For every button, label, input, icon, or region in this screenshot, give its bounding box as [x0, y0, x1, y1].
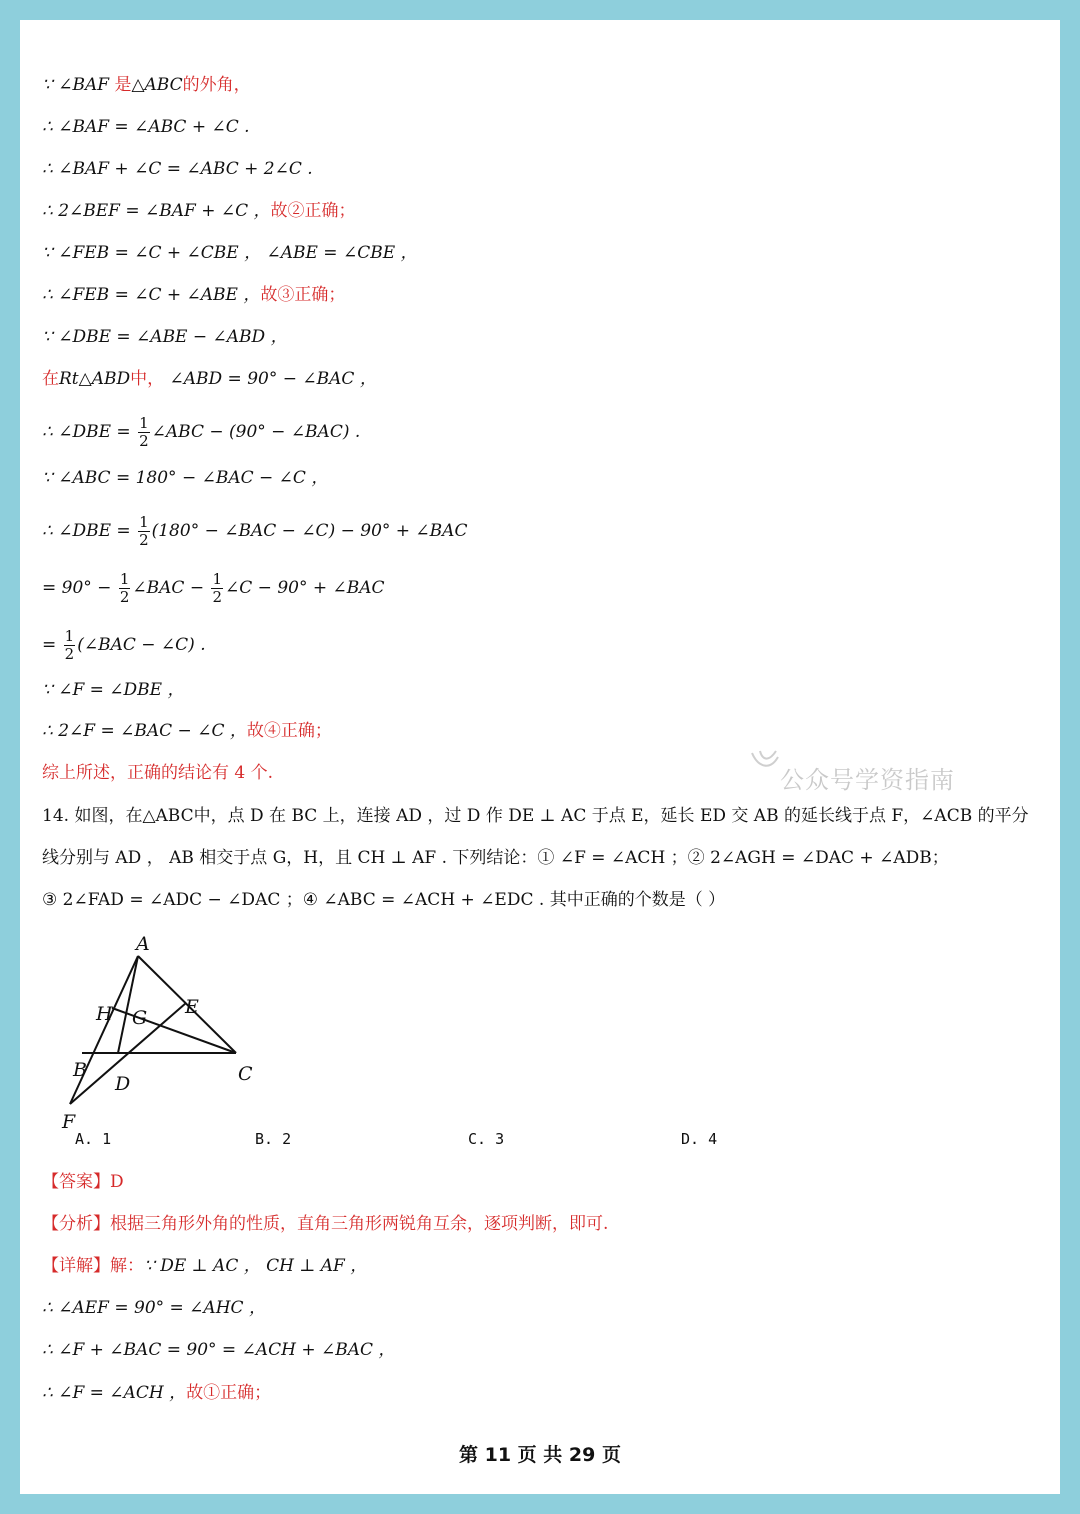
- math-text: ∴ ∠DBE =: [42, 521, 137, 541]
- answer-note: 故③正确；: [260, 285, 346, 305]
- answer-note: 中，: [130, 369, 165, 389]
- fraction-denominator: 2: [139, 531, 149, 549]
- math-text: ∴ 2∠F = ∠BAC − ∠C ，: [42, 721, 247, 741]
- text-line: [42, 74, 251, 96]
- math-text: = 90° −: [42, 578, 117, 598]
- text-line: [42, 284, 345, 306]
- label-f: F: [62, 1111, 76, 1128]
- fraction-numerator: 1: [139, 513, 149, 531]
- text-line: [42, 467, 328, 489]
- text-line: [42, 847, 949, 869]
- document-page: [20, 20, 1060, 1494]
- answer-note: 【分析】根据三角形外角的性质，直角三角形两锐角互余，逐项判断，即可.: [42, 1214, 609, 1234]
- fraction-numerator: 1: [119, 570, 130, 588]
- math-text: ∵ ∠F = ∠DBE ，: [42, 680, 185, 700]
- fraction-denominator: 2: [212, 588, 223, 606]
- text-line: [42, 116, 250, 138]
- math-text: ∵ ∠BAF: [42, 75, 115, 95]
- math-text: (180° − ∠BAC − ∠C) − 90° + ∠BAC: [151, 521, 468, 541]
- math-text: ∴ ∠FEB = ∠C + ∠ABE ，: [42, 285, 261, 305]
- fraction-numerator: 1: [139, 414, 149, 432]
- text-line: [42, 1213, 608, 1235]
- text-line: [42, 415, 360, 450]
- answer-note: 故①正确；: [186, 1383, 272, 1403]
- answer-note: 故④正确；: [246, 721, 332, 741]
- math-text: ∴ ∠BAF + ∠C = ∠ABC + 2∠C .: [42, 159, 313, 179]
- math-text: 14. 如图，在△ABC中，点 D 在 BC 上，连接 AD ，过 D 作 DE ⊥ AC 于点 E，延长 ED 交 AB 的延长线于点 F，∠ACB 的平分: [42, 806, 1029, 826]
- math-text: ∴ ∠BAF = ∠ABC + ∠C .: [42, 117, 250, 137]
- label-a: A: [136, 933, 150, 955]
- math-text: ∵ DE ⊥ AC ， CH ⊥ AF ，: [144, 1256, 368, 1276]
- math-text: 线分别与 AD ， AB 相交于点 G，H，且 CH ⊥ AF . 下列结论：① ∠F = ∠ACH ；② 2∠AGH = ∠DAC + ∠ADB；: [42, 848, 949, 868]
- label-e: E: [185, 996, 199, 1018]
- fraction: [138, 514, 150, 549]
- math-text: ∵ ∠ABC = 180° − ∠BAC − ∠C ，: [42, 468, 329, 488]
- choice-option: A. 1: [75, 1130, 112, 1148]
- text-line: [42, 242, 418, 264]
- label-d: D: [115, 1073, 131, 1095]
- watermark: 公众号学资指南: [780, 766, 955, 794]
- text-line: [42, 1297, 266, 1319]
- text-line: [42, 158, 313, 180]
- math-text: ∴ ∠DBE =: [42, 422, 137, 442]
- text-line: [42, 1171, 124, 1193]
- answer-note: 综上所述，正确的结论有 4 个.: [42, 763, 274, 783]
- math-text: ∠ABC − (90° − ∠BAC) .: [151, 422, 361, 442]
- answer-note: 在: [42, 369, 59, 389]
- math-text: ∠C − 90° + ∠BAC: [225, 578, 385, 598]
- leaf-icon: [748, 747, 782, 777]
- math-text: ③ 2∠FAD = ∠ADC − ∠DAC ；④ ∠ABC = ∠ACH + ∠EDC . 其中正确的个数是（ ）: [42, 890, 726, 910]
- text-line: [42, 628, 206, 663]
- math-text: ∴ ∠F = ∠ACH ，: [42, 1383, 187, 1403]
- text-line: [42, 720, 332, 742]
- label-c: C: [238, 1063, 253, 1085]
- text-line: [42, 805, 1029, 827]
- text-line: [42, 1255, 367, 1277]
- answer-note: 的外角，: [182, 75, 251, 95]
- text-line: [42, 368, 377, 390]
- fraction: [138, 415, 150, 450]
- choice-option: D. 4: [681, 1130, 718, 1148]
- math-text: ∠ABD = 90° − ∠BAC ，: [164, 369, 377, 389]
- fraction-denominator: 2: [119, 588, 130, 606]
- fraction-numerator: 1: [212, 570, 223, 588]
- fraction: [211, 571, 223, 606]
- math-text: ∵ ∠DBE = ∠ABE − ∠ABD ，: [42, 327, 288, 347]
- text-line: [42, 326, 288, 348]
- text-line: [42, 200, 356, 222]
- fraction-numerator: 1: [64, 627, 75, 645]
- math-text: Rt△ABD: [59, 369, 131, 389]
- math-text: =: [42, 635, 62, 655]
- text-line: [42, 679, 185, 701]
- math-text: ∴ 2∠BEF = ∠BAF + ∠C ，: [42, 201, 271, 221]
- math-text: ∠BAC −: [132, 578, 210, 598]
- fraction: [119, 571, 131, 606]
- choice-option: C. 3: [468, 1130, 505, 1148]
- answer-note: 故②正确；: [270, 201, 356, 221]
- text-line: [42, 762, 273, 784]
- text-line: [42, 889, 725, 911]
- label-g: G: [132, 1007, 148, 1029]
- answer-note: 【详解】解：: [42, 1256, 144, 1276]
- text-line: [42, 1339, 395, 1361]
- answer-note: 是: [114, 75, 132, 95]
- fraction-denominator: 2: [139, 432, 149, 450]
- math-text: ∵ ∠FEB = ∠C + ∠CBE ， ∠ABE = ∠CBE ，: [42, 243, 418, 263]
- segment-ad: [118, 956, 138, 1053]
- label-h: H: [96, 1003, 113, 1025]
- fraction: [64, 628, 76, 663]
- label-b: B: [73, 1059, 87, 1081]
- text-line: [42, 1382, 271, 1404]
- text-line: [42, 571, 385, 606]
- triangle-figure: [40, 928, 270, 1128]
- text-line: [42, 514, 467, 549]
- math-text: ∴ ∠F + ∠BAC = 90° = ∠ACH + ∠BAC ，: [42, 1340, 396, 1360]
- math-text: (∠BAC − ∠C) .: [77, 635, 206, 655]
- answer-note: 【答案】D: [42, 1172, 124, 1192]
- page-footer: 第 11 页 共 29 页: [459, 1444, 621, 1466]
- choice-option: B. 2: [255, 1130, 292, 1148]
- fraction-denominator: 2: [64, 645, 75, 663]
- math-text: ∴ ∠AEF = 90° = ∠AHC ，: [42, 1298, 266, 1318]
- math-text: △ABC: [131, 75, 183, 95]
